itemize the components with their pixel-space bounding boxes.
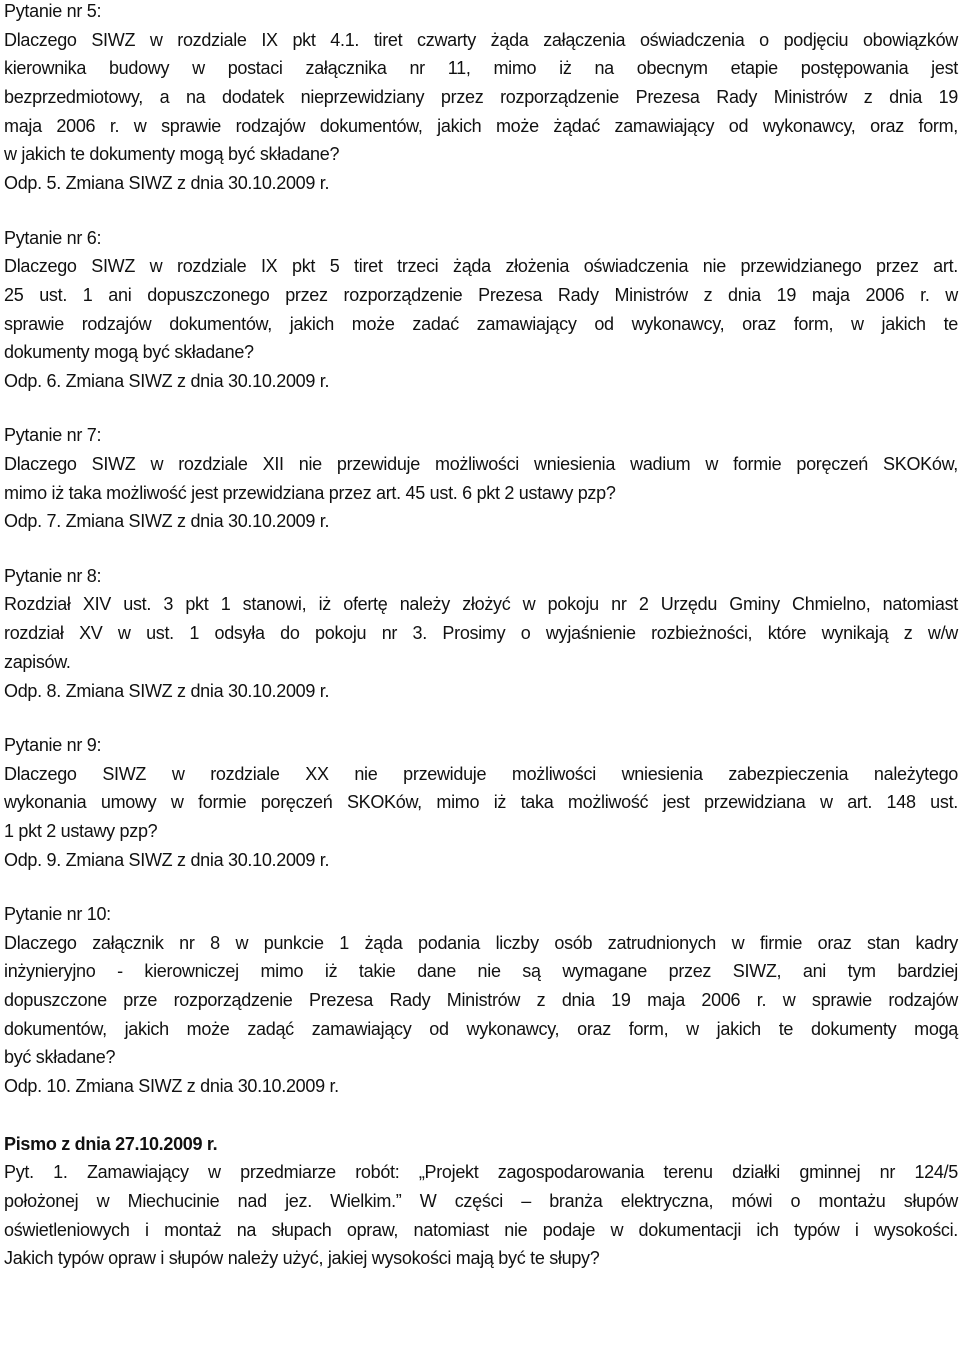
answer-line: Odp. 8. Zmiana SIWZ z dnia 30.10.2009 r. bbox=[4, 680, 330, 701]
answer-line: Odp. 10. Zmiana SIWZ z dnia 30.10.2009 r. bbox=[4, 1076, 339, 1097]
paragraph-gap bbox=[4, 198, 958, 227]
question-text-line: maja 2006 r. w sprawie rodzajów dokumentów, jakich może żądać zamawiający od wykonawcy, oraz form, bbox=[4, 115, 958, 136]
question-text-line: dopuszczone prze rozporządzenie Prezesa Rady Ministrów z dnia 19 maja 2006 r. w sprawie rodzajów bbox=[4, 990, 958, 1011]
question-text-line: w jakich te dokumenty mogą być składane? bbox=[4, 144, 340, 165]
question-text-line: inżynieryjno - kierowniczej mimo iż takie dane nie są wymagane przez SIWZ, ani tym bardziej bbox=[4, 961, 958, 982]
question-text-line: bezprzedmiotowy, a na dodatek nieprzewidziany przez rozporządzenie Prezesa Rady Ministrów z dnia 19 bbox=[4, 87, 958, 108]
letter-text-line: Jakich typów opraw i słupów należy użyć, jakiej wysokości mają być te słupy? bbox=[4, 1248, 600, 1269]
letter-heading: Pismo z dnia 27.10.2009 r. bbox=[4, 1133, 218, 1154]
question-heading: Pytanie nr 10: bbox=[4, 904, 111, 924]
question-text-line: kierownika budowy w postaci załącznika nr 11, mimo iż na obecnym etapie postępowania jest bbox=[4, 58, 958, 79]
paragraph-gap bbox=[4, 874, 958, 903]
question-text-line: być składane? bbox=[4, 1047, 116, 1068]
question-text-line: rozdział XV w ust. 1 odsyła do pokoju nr 3. Prosimy o wyjaśnienie rozbieżności, które wynikają z w/w bbox=[4, 623, 958, 644]
question-text-line: mimo iż taka możliwość jest przewidziana przez art. 45 ust. 6 pkt 2 ustawy pzp? bbox=[4, 482, 616, 503]
paragraph-gap bbox=[4, 396, 958, 425]
letter-text-line: Pyt. 1. Zamawiający w przedmiarze robót: „Projekt zagospodarowania terenu działki gminnej nr 124/5 bbox=[4, 1162, 958, 1183]
question-text-line: zapisów. bbox=[4, 651, 71, 672]
question-text-line: Dlaczego SIWZ w rozdziale XX nie przewiduje możliwości wniesienia zabezpieczenia należytego bbox=[4, 763, 958, 784]
answer-line: Odp. 7. Zmiana SIWZ z dnia 30.10.2009 r. bbox=[4, 511, 330, 532]
answer-line: Odp. 5. Zmiana SIWZ z dnia 30.10.2009 r. bbox=[4, 173, 330, 194]
question-text-line: dokumentów, jakich może zadąć zamawiający od wykonawcy, oraz form, w jakich te dokumenty mogą bbox=[4, 1018, 958, 1039]
question-text-line: Dlaczego załącznik nr 8 w punkcie 1 żąda podania liczby osób zatrudnionych w firmie oraz stan kadry bbox=[4, 932, 958, 953]
question-text-line: Dlaczego SIWZ w rozdziale IX pkt 4.1. tiret czwarty żąda załączenia oświadczenia o podjęciu obowiązków bbox=[4, 29, 958, 50]
answer-line: Odp. 9. Zmiana SIWZ z dnia 30.10.2009 r. bbox=[4, 849, 330, 870]
question-text-line: Dlaczego SIWZ w rozdziale XII nie przewiduje możliwości wniesienia wadium w formie poręczeń SKOKów, bbox=[4, 454, 958, 474]
question-text-line: wykonania umowy w formie poręczeń SKOKów, mimo iż taka możliwość jest przewidziana w art. 148 ust. bbox=[4, 792, 958, 813]
answer-line: Odp. 6. Zmiana SIWZ z dnia 30.10.2009 r. bbox=[4, 370, 330, 391]
paragraph-gap bbox=[4, 536, 958, 565]
question-text-line: dokumenty mogą być składane? bbox=[4, 342, 254, 363]
question-text-line: 1 pkt 2 ustawy pzp? bbox=[4, 820, 158, 841]
paragraph-gap bbox=[4, 1101, 958, 1130]
question-heading: Pytanie nr 6: bbox=[4, 227, 102, 248]
question-text-line: 25 ust. 1 ani dopuszczonego przez rozporządzenie Prezesa Rady Ministrów z dnia 19 maja 2006 r. w bbox=[4, 284, 958, 305]
question-text-line: Rozdział XIV ust. 3 pkt 1 stanowi, iż ofertę należy złożyć w pokoju nr 2 Urzędu Gminy Chmielno, natomiast bbox=[4, 594, 958, 615]
question-text-line: sprawie rodzajów dokumentów, jakich może zadać zamawiający od wykonawcy, oraz form, w jakich te bbox=[4, 313, 958, 334]
question-heading: Pytanie nr 9: bbox=[4, 734, 102, 755]
letter-text-line: położonej w Miechucinie nad jez. Wielkim.” W części – branża elektryczna, mówi o montażu słupów bbox=[4, 1190, 958, 1211]
letter-text-line: oświetleniowych i montaż na słupach opraw, natomiast nie podaje w dokumentacji ich typów i wysokości. bbox=[4, 1219, 958, 1240]
question-heading: Pytanie nr 8: bbox=[4, 565, 102, 586]
paragraph-gap bbox=[4, 705, 958, 734]
question-text-line: Dlaczego SIWZ w rozdziale IX pkt 5 tiret trzeci żąda złożenia oświadczenia nie przewidzianego przez art. bbox=[4, 256, 958, 277]
question-heading: Pytanie nr 7: bbox=[4, 425, 102, 446]
question-heading: Pytanie nr 5: bbox=[4, 1, 102, 21]
